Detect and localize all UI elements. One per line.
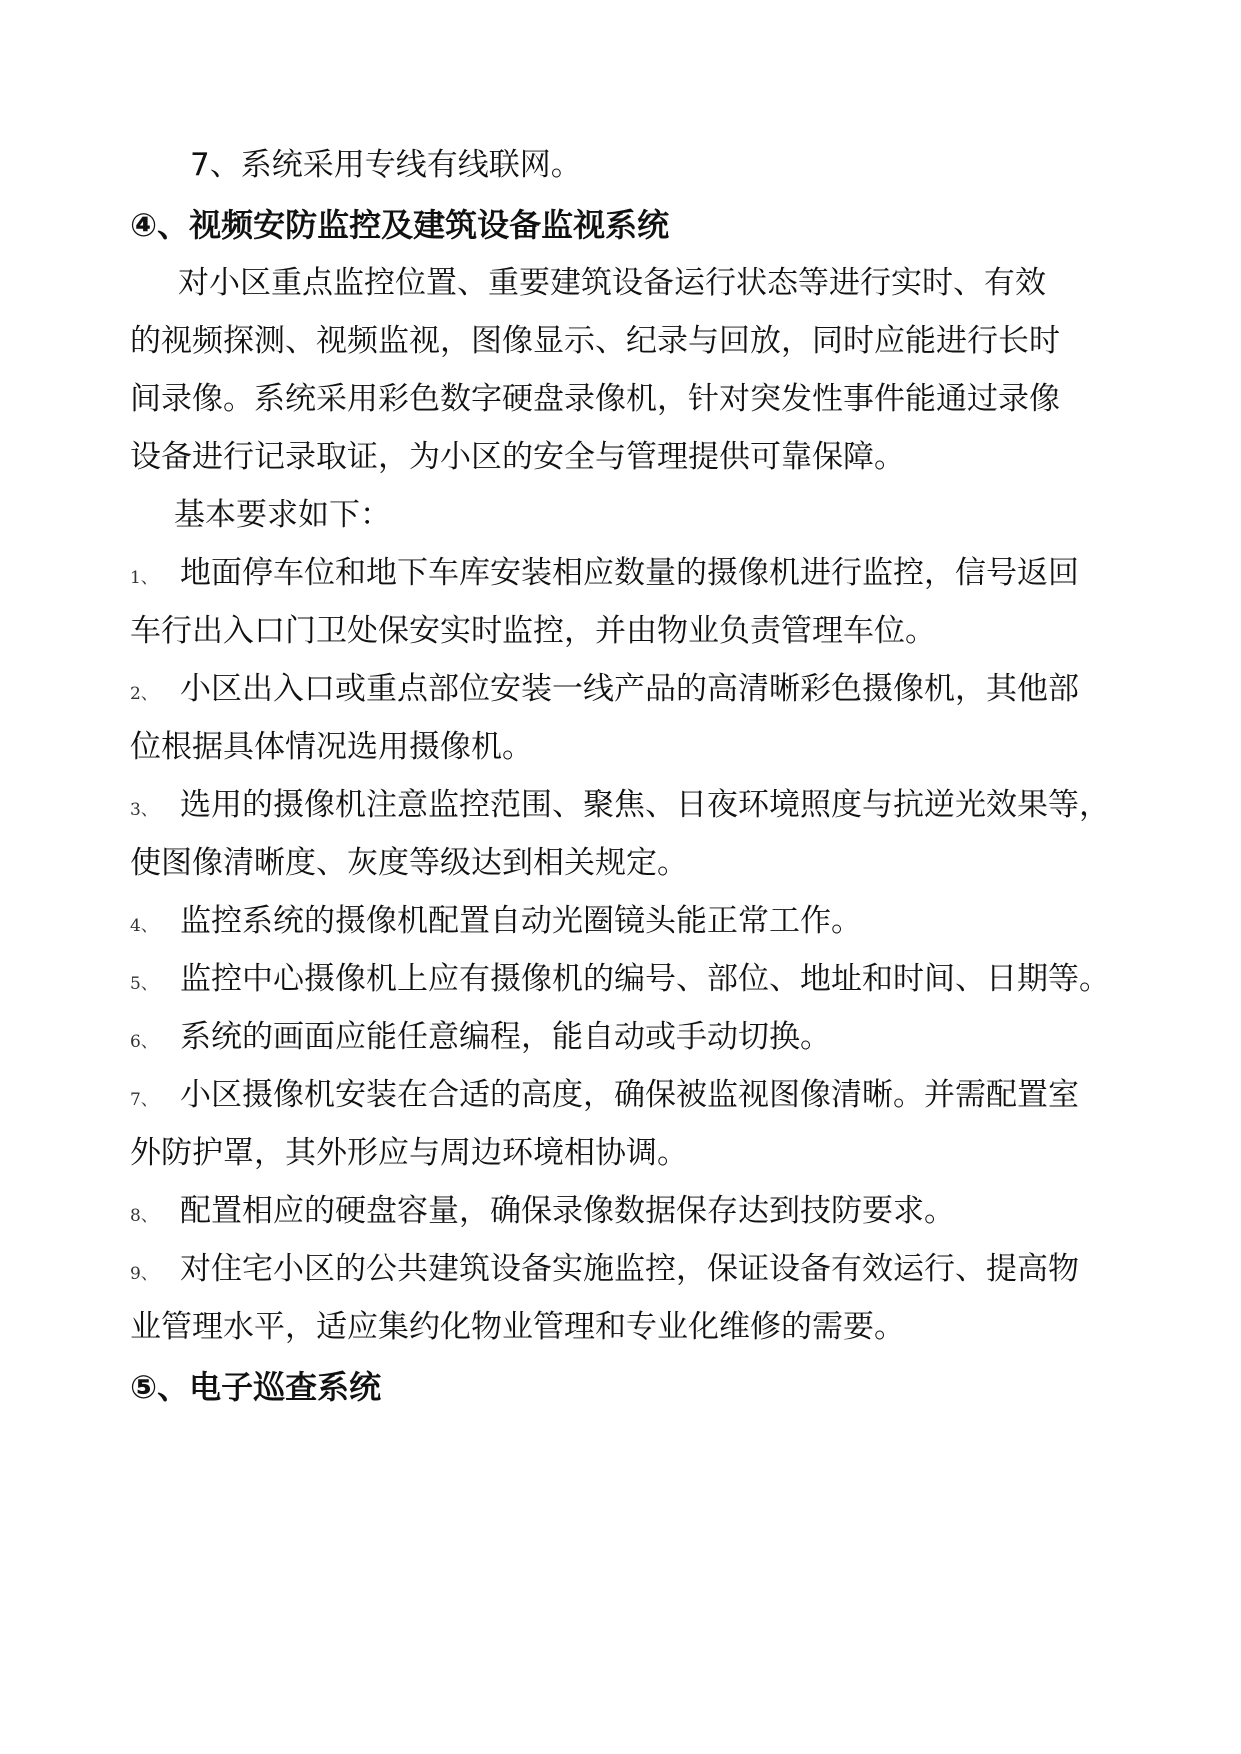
item-2-line-1: 小区出入口或重点部位安装一线产品的高清晰彩色摄像机，其他部 bbox=[180, 671, 1079, 707]
item-9-number: 9、 bbox=[130, 1264, 158, 1284]
paragraph-line-1: 对小区重点监控位置、重要建筑设备运行状态等进行实时、有效 bbox=[178, 265, 1046, 301]
intro-item: 7、系统采用专线有线联网。 bbox=[190, 147, 582, 183]
requirements-intro: 基本要求如下： bbox=[174, 497, 391, 533]
section-4-heading: ④、视频安防监控及建筑设备监视系统 bbox=[130, 206, 670, 244]
item-1-number: 1、 bbox=[130, 568, 158, 588]
item-4-line-1: 监控系统的摄像机配置自动光圈镜头能正常工作。 bbox=[180, 903, 862, 939]
item-3-line-2: 使图像清晰度、灰度等级达到相关规定。 bbox=[130, 845, 688, 881]
item-7-line-1: 小区摄像机安装在合适的高度，确保被监视图像清晰。并需配置室 bbox=[180, 1077, 1079, 1113]
paragraph-line-4: 设备进行记录取证，为小区的安全与管理提供可靠保障。 bbox=[130, 439, 905, 475]
item-7-line-2: 外防护罩，其外形应与周边环境相协调。 bbox=[130, 1135, 688, 1171]
item-5-line-1: 监控中心摄像机上应有摄像机的编号、部位、地址和时间、日期等。 bbox=[180, 961, 1110, 997]
item-9-line-1: 对住宅小区的公共建筑设备实施监控，保证设备有效运行、提高物 bbox=[180, 1251, 1079, 1287]
item-3-line-1: 选用的摄像机注意监控范围、聚焦、日夜环境照度与抗逆光效果等， bbox=[180, 787, 1110, 823]
item-1-line-2: 车行出入口门卫处保安实时监控，并由物业负责管理车位。 bbox=[130, 613, 936, 649]
item-5-number: 5、 bbox=[130, 974, 158, 994]
item-6-line-1: 系统的画面应能任意编程，能自动或手动切换。 bbox=[180, 1019, 831, 1055]
item-8-line-1: 配置相应的硬盘容量，确保录像数据保存达到技防要求。 bbox=[180, 1193, 955, 1229]
item-6-number: 6、 bbox=[130, 1032, 158, 1052]
item-2-number: 2、 bbox=[130, 684, 158, 704]
item-2-line-2: 位根据具体情况选用摄像机。 bbox=[130, 729, 533, 765]
item-3-number: 3、 bbox=[130, 800, 158, 820]
paragraph-line-3: 间录像。系统采用彩色数字硬盘录像机，针对突发性事件能通过录像 bbox=[130, 381, 1060, 417]
paragraph-line-2: 的视频探测、视频监视，图像显示、纪录与回放，同时应能进行长时 bbox=[130, 323, 1060, 359]
section-5-heading: ⑤、电子巡查系统 bbox=[130, 1368, 382, 1406]
item-8-number: 8、 bbox=[130, 1206, 158, 1226]
item-4-number: 4、 bbox=[130, 916, 158, 936]
item-9-line-2: 业管理水平，适应集约化物业管理和专业化维修的需要。 bbox=[130, 1309, 905, 1345]
item-7-number: 7、 bbox=[130, 1090, 158, 1110]
item-1-line-1: 地面停车位和地下车库安装相应数量的摄像机进行监控，信号返回 bbox=[180, 555, 1079, 591]
